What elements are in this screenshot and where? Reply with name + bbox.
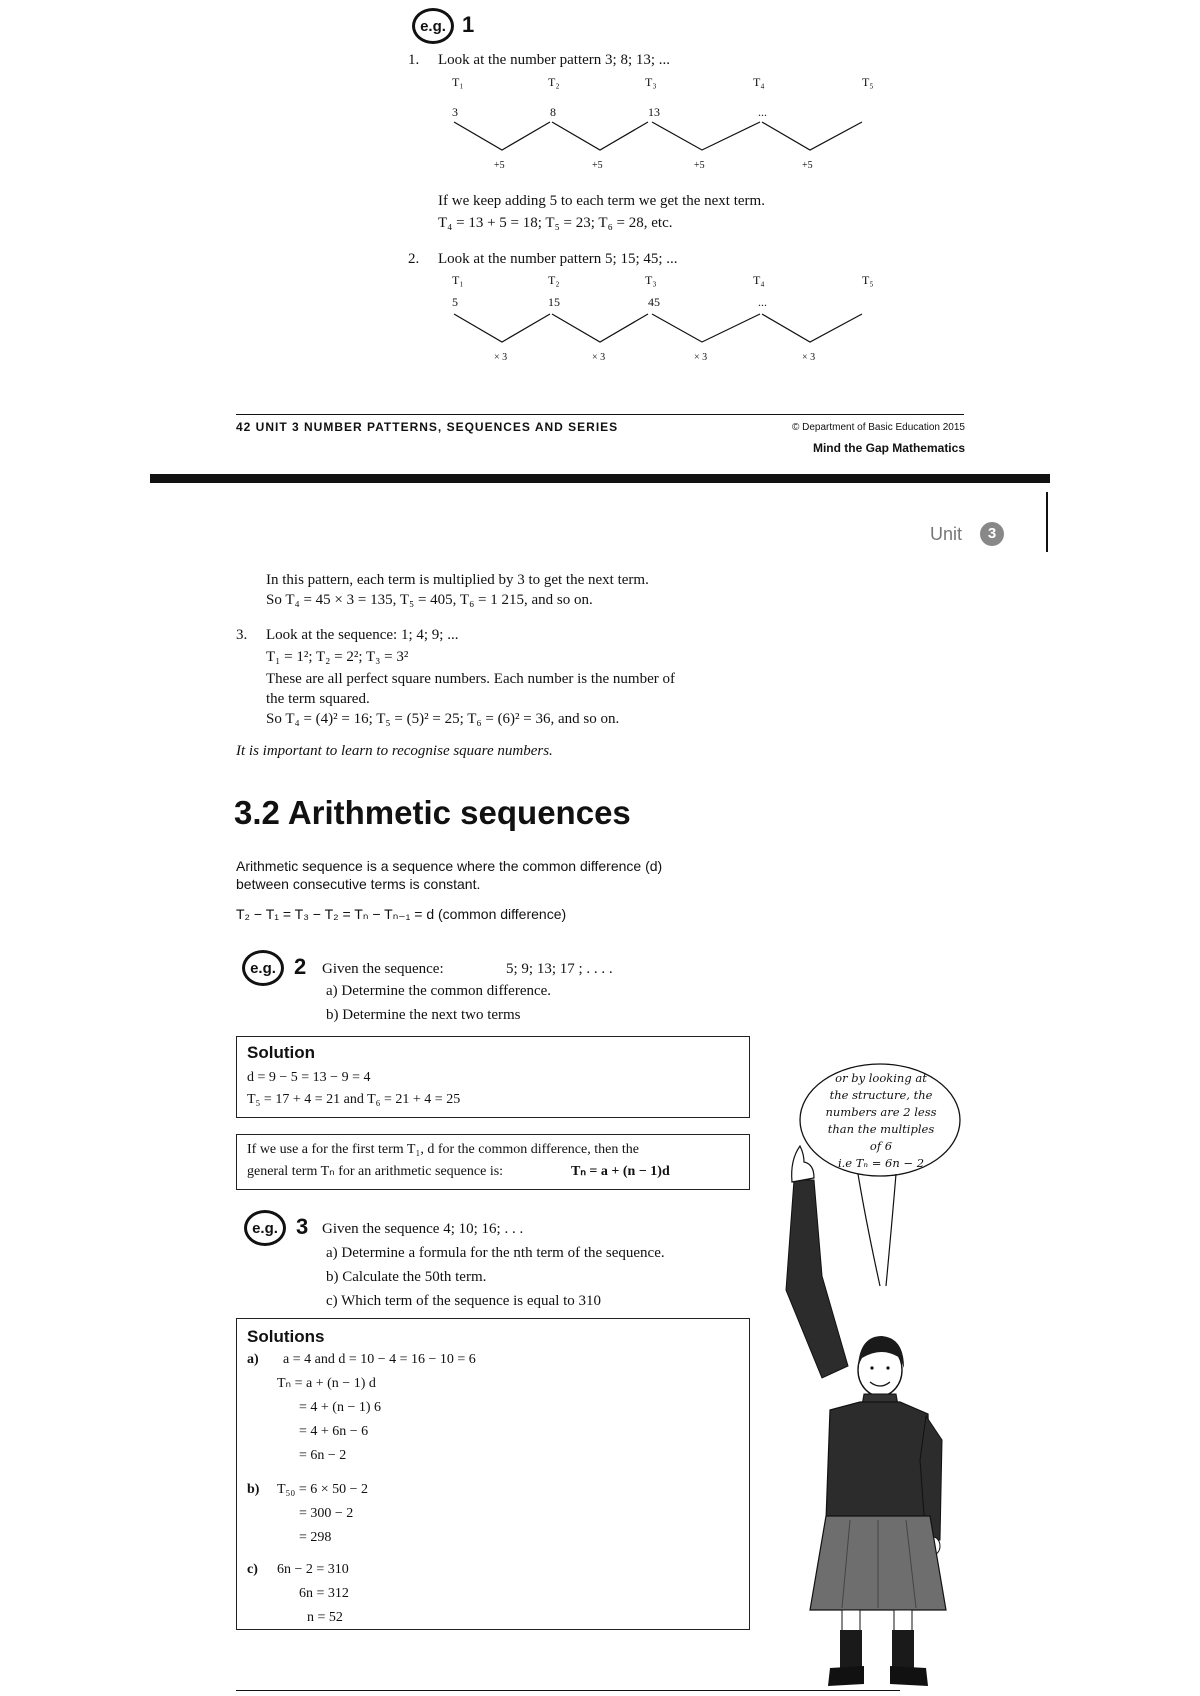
operation-label: × 3 [802, 352, 816, 363]
footer-rule [236, 414, 964, 415]
example-sequence: 5; 9; 13; 17 ; . . . . [506, 961, 613, 977]
unit-number-badge: 3 [980, 522, 1004, 546]
pattern-diagram-1 [440, 72, 880, 172]
operation-label: × 3 [694, 352, 708, 363]
operation-label: +5 [802, 160, 813, 171]
eg-badge [412, 8, 454, 44]
eg-badge-text: e.g. [420, 17, 446, 35]
term-label: T₃ [645, 75, 657, 89]
term-value: 45 [648, 295, 660, 309]
bubble-line: the structure, the [829, 1088, 933, 1102]
term-value: 13 [648, 105, 660, 119]
term-label: T₂ [548, 75, 560, 89]
example-number: 2 [294, 954, 307, 979]
zigzag-arrows [454, 314, 862, 342]
term-values [452, 105, 767, 119]
solution-line: = 298 [299, 1530, 332, 1545]
term-labels [452, 273, 874, 287]
operation-label: +5 [592, 160, 603, 171]
copyright: © Department of Basic Education 2015 [791, 422, 965, 433]
definition-text: Arithmetic sequence is a sequence where the common difference (d) [236, 858, 663, 874]
term-label: T₅ [862, 273, 874, 287]
book-title: Mind the Gap Mathematics [812, 441, 965, 455]
zigzag-arrows [454, 122, 862, 150]
question-a: a) Determine the common difference. [326, 983, 552, 999]
square-examples: So T₄ = (4)² = 16; T₅ = (5)² = 25; T₆ = (6)² = 36, and so on. [266, 711, 620, 727]
bubble-line: numbers are 2 less [825, 1105, 937, 1119]
definition-text: between consecutive terms is constant. [236, 876, 481, 892]
question-b: b) Calculate the 50th term. [326, 1269, 487, 1285]
solution-line: 6n = 312 [299, 1586, 349, 1601]
pattern-note: If we keep adding 5 to each term we get the next term. [438, 193, 765, 209]
general-term-formula: Tₙ = a + (n − 1)d [571, 1164, 670, 1179]
example-given: Given the sequence 4; 10; 16; . . . [322, 1221, 524, 1237]
bubble-line: or by looking at [835, 1071, 927, 1085]
page-separator [150, 474, 1050, 483]
term-value: ... [758, 295, 767, 309]
example-given: Given the sequence: [322, 961, 444, 977]
term-label: T₁ [452, 273, 464, 287]
term-label: T₅ [862, 75, 874, 89]
pattern-note: T₄ = 13 + 5 = 18; T₅ = 23; T₆ = 28, etc. [438, 215, 673, 231]
question-c: c) Which term of the sequence is equal to 310 [326, 1293, 602, 1309]
term-labels [452, 75, 874, 89]
term-label: T₃ [645, 273, 657, 287]
eg-badge-text: e.g. [252, 1219, 278, 1237]
item-number: 3. [236, 627, 248, 643]
solutions-box [236, 1318, 750, 1630]
general-term-text: general term Tₙ for an arithmetic sequence is: [247, 1164, 504, 1179]
eg-badge [242, 950, 284, 986]
example-number: 3 [296, 1214, 309, 1239]
operation-labels [494, 160, 813, 171]
term-label: T₁ [452, 75, 464, 89]
eg-badge-text: e.g. [250, 959, 276, 977]
term-value: 5 [452, 295, 458, 309]
part-label: a) [247, 1352, 259, 1367]
bubble-line: than the multiples [827, 1122, 935, 1136]
general-term-box [236, 1134, 750, 1190]
bubble-line: i.e Tₙ = 6n − 2 [837, 1156, 925, 1170]
solution-line: Tₙ = a + (n − 1) d [277, 1376, 376, 1391]
unit-label: Unit [930, 524, 963, 544]
solution-line: T₅₀ = 6 × 50 − 2 [277, 1482, 368, 1497]
solution-line: = 300 − 2 [299, 1506, 354, 1521]
term-value: ... [758, 105, 767, 119]
term-values [452, 295, 767, 309]
difference-formula: T₂ − T₁ = T₃ − T₂ = Tₙ − Tₙ₋₁ = d (common difference) [236, 906, 567, 922]
question-a: a) Determine a formula for the nth term of the sequence. [326, 1245, 665, 1261]
solutions-title: Solutions [247, 1327, 325, 1346]
operation-label: × 3 [592, 352, 606, 363]
solution-line: d = 9 − 5 = 13 − 9 = 4 [247, 1070, 371, 1085]
section-title: 3.2 Arithmetic sequences [234, 794, 631, 831]
term-value: 3 [452, 105, 458, 119]
item-text: Look at the number pattern 3; 8; 13; ... [438, 52, 671, 68]
header-side-rule [1046, 492, 1048, 552]
solution-title: Solution [247, 1043, 315, 1062]
square-explanation: the term squared. [266, 691, 370, 707]
term-value: 8 [550, 105, 556, 119]
term-label: T₄ [753, 273, 765, 287]
solution-box [236, 1036, 750, 1118]
item-text: Look at the sequence: 1; 4; 9; ... [266, 627, 459, 643]
general-term-text: If we use a for the first term T₁, d for the common difference, then the [247, 1142, 639, 1157]
solution-line: = 4 + 6n − 6 [299, 1424, 369, 1439]
part-label: c) [247, 1562, 258, 1577]
operation-label: +5 [494, 160, 505, 171]
continued-text: In this pattern, each term is multiplied by 3 to get the next term. [266, 572, 649, 588]
operation-labels [494, 352, 815, 363]
item-number: 1. [408, 52, 420, 68]
solution-line: T₅ = 17 + 4 = 21 and T₆ = 21 + 4 = 25 [247, 1092, 461, 1107]
eg-badge [244, 1210, 286, 1246]
item-number: 2. [408, 251, 420, 267]
solution-line: 6n − 2 = 310 [277, 1562, 349, 1577]
continued-text: So T₄ = 45 × 3 = 135, T₅ = 405, T₆ = 1 215, and so on. [266, 592, 593, 608]
question-b: b) Determine the next two terms [326, 1007, 521, 1023]
term-value: 15 [548, 295, 560, 309]
page-footer-left: 42 UNIT 3 NUMBER PATTERNS, SEQUENCES AND SERIES [236, 420, 619, 434]
pattern-diagram-2 [440, 270, 880, 370]
solution-line: n = 52 [307, 1610, 343, 1625]
operation-label: +5 [694, 160, 705, 171]
operation-label: × 3 [494, 352, 508, 363]
example-number: 1 [462, 12, 475, 37]
term-label: T₄ [753, 75, 765, 89]
solution-line: = 6n − 2 [299, 1448, 347, 1463]
term-label: T₂ [548, 273, 560, 287]
solution-line: = 4 + (n − 1) 6 [299, 1400, 382, 1415]
square-terms: T₁ = 1²; T₂ = 2²; T₃ = 3² [266, 649, 409, 665]
part-label: b) [247, 1482, 260, 1497]
important-note: It is important to learn to recognise square numbers. [236, 743, 553, 759]
bottom-rule [236, 1690, 900, 1691]
solution-line: a = 4 and d = 10 − 4 = 16 − 10 = 6 [283, 1352, 476, 1367]
student-illustration [770, 1140, 970, 1690]
square-explanation: These are all perfect square numbers. Each number is the number of [266, 671, 675, 687]
item-text: Look at the number pattern 5; 15; 45; ... [438, 251, 678, 267]
bubble-line: of 6 [869, 1139, 893, 1153]
